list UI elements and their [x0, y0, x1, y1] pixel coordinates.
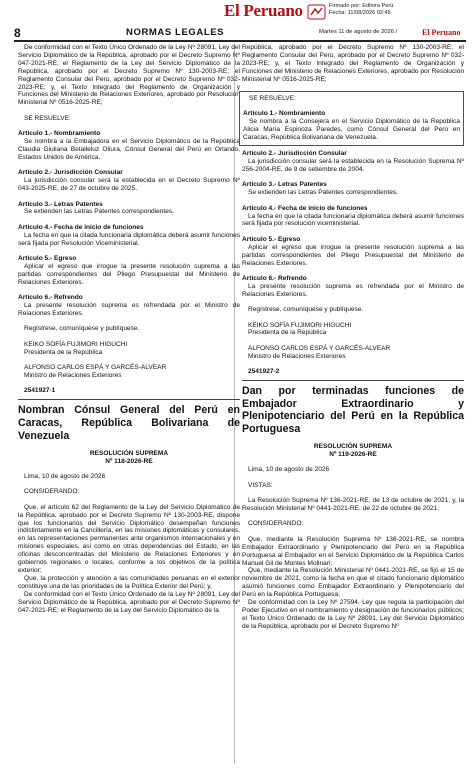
article-text: La presente resolución suprema es refrendada por el Ministro de Relaciones Exteriores.	[242, 282, 464, 298]
running-header	[14, 27, 466, 42]
article-text: La presente resolución suprema es refrendada por el Ministro de Relaciones Exteriores.	[18, 302, 240, 317]
article-text: Aplicar el egreso que irrogue la presente resolución suprema a las partidas correspondientes del Pliego Presupuestal del Ministerio de Relaciones Exteriores.	[18, 262, 240, 286]
highlighted-article-box	[239, 91, 464, 146]
signatory-name: KEIKO SOFÍA FUJIMORI HIGUCHI	[248, 321, 352, 329]
se-resuelve: SE RESUELVE:	[24, 114, 71, 122]
page-number: 8	[14, 26, 21, 40]
paragraph: Que, la protección y atención a las comunidades peruanas en el exterior constituye una de las prioridades de la Política Exterior del Perú; y,	[18, 574, 240, 590]
paragraph: De conformidad con el Texto Único Ordenado de la Ley Nº 28091, Ley del Servicio Diplomático de la República, aprobado por el Decreto Supremo Nº 047-2021-RE; el Reglamento de la Ley del Servicio Diplomático de la	[18, 590, 240, 614]
signatory-name: KEIKO SOFÍA FUJIMORI HIGUCHI	[24, 340, 128, 348]
el-peruano-logo: El Peruano	[224, 1, 303, 20]
article-text: La fecha en que la citada funcionaria diplomática deberá asumir funciones será fijada por resolución viceministerial.	[242, 212, 464, 228]
se-resuelve: SE RESUELVE:	[249, 95, 296, 103]
registrese-text: Regístrese, comuníquese y publíquese.	[248, 306, 364, 314]
place-date: Lima, 10 de agosto de 2026	[24, 472, 106, 480]
article-title: Artículo 5.- Egreso	[18, 255, 77, 263]
article-title: Artículo 3.- Letras Patentes	[242, 181, 327, 189]
article-text: Se extienden las Letras Patentes correspondientes.	[248, 189, 398, 197]
separator-rule	[18, 399, 240, 400]
article-title: Artículo 2.- Jurisdicción Consular	[242, 150, 347, 158]
article-title: Artículo 6.- Refrendo	[18, 294, 83, 302]
resolution-number: Nº 119-2026-RE	[329, 450, 377, 458]
signed-date: Fecha: 11/08/2026 02:45	[329, 10, 391, 16]
masthead	[0, 0, 474, 24]
section-title: NORMAS LEGALES	[126, 27, 225, 38]
digital-signature-icon	[307, 4, 326, 20]
article-text: Se nombra a la Embajadora en el Servicio Diplomático de la República Claudia Giuliana Betalleluz Oliura, Cónsul General del Perú en Orlando, Estados Unidos de América.	[18, 138, 240, 161]
article-text: Se extienden las Letras Patentes correspondientes.	[24, 208, 174, 216]
article-title: Artículo 2.- Jurisdicción Consular	[18, 169, 123, 177]
document-code: 2541927-1	[24, 387, 56, 395]
article-text: La fecha en que la citada funcionaria diplomática deberá asumir funciones será fijada por Resolución Viceministerial.	[18, 231, 240, 247]
article-text: Se nombra a la Consejera en el Servicio Diplomático de la República Alicia María Espinoza Paredes, como Cónsul General del Perú en Caracas, República Bolivariana de Venezuela.	[243, 118, 460, 142]
registrese-text: Regístrese, comuníquese y publíquese.	[24, 325, 140, 333]
separator-rule	[242, 380, 464, 381]
left-column	[18, 44, 240, 614]
article-text: La jurisdicción consular será la establecida en la Resolución Suprema Nº 256-2004-RE, de 9 de setiembre de 2004.	[242, 157, 464, 173]
paragraph: Que, mediante la Resolución Ministerial Nº 0441-2021-RE, se fijó el 15 de noviembre de 2021, como la fecha en que el citado funcionario diplomático asumió funciones como Embajador Extraordinario y Plenipotenciario del Perú en la República Portuguesa;	[242, 567, 464, 599]
header-logo: El Peruano	[422, 28, 461, 37]
signatory-name: ALFONSO CARLOS ESPÁ Y GARCÉS-ALVEAR	[24, 364, 167, 372]
signature-info	[329, 3, 393, 17]
right-column	[242, 44, 464, 631]
vistas: VISTAS:	[248, 481, 273, 489]
article-text: Aplicar el egreso que irrogue la presente resolución suprema a las partidas correspondientes del Pliego Presupuestal del Ministerio de Relaciones Exteriores.	[242, 243, 464, 267]
place-date: Lima, 10 de agosto de 2026	[248, 466, 330, 474]
resolution-title: RESOLUCIÓN SUPREMA	[89, 449, 169, 457]
signed-by: Firmado por: Editora Perú	[329, 3, 394, 9]
resolution-number: Nº 118-2026-RE	[105, 457, 153, 465]
paragraph: Que, el artículo 62 del Reglamento de la Ley del Servicio Diplomático de la República, aprobado por el Decreto Supremo Nº 130-2003-RE, dispone que los funcionarios del Servicio Diplomático desempeñan funciones indistintamente en la Cancillería, en las misiones diplomáticas y consulares, en las representaciones permanentes ante organismos internacionales y en misiones especiales, así como en otras dependencias del Estado, en las oficinas desconcentradas del Ministerio de Relaciones Exteriores y en gobiernos regionales o locales, conforme a los objetivos de la política exterior;	[18, 503, 240, 574]
considerando: CONSIDERANDO:	[248, 520, 304, 528]
article-title: Artículo 5.- Egreso	[242, 235, 301, 243]
article-title: Artículo 6.- Refrendo	[242, 274, 307, 282]
article-text: La jurisdicción consular será la establecida en el Decreto Supremo Nº 043-2025-RE, de 27 de octubre de 2025.	[18, 177, 240, 193]
signatory-name: ALFONSO CARLOS ESPÁ Y GARCÉS-ALVEAR	[248, 344, 391, 352]
paragraph: De conformidad con el Texto Único Ordenado de la Ley Nº 28091, Ley del Servicio Diplomático de la República, aprobado por el Decreto Supremo Nº 047-2021-RE; el Reglamento de la Ley del Servicio Diplomático de la República, aprobado por el Decreto Supremo Nº 130-2003-RE; el Reglamento Consular del Perú, aprobado por el Decreto Supremo Nº 032-2023-RE; y, el Texto Integrado del Reglamento de Organización y Funciones del Ministerio de Relaciones Exteriores, aprobado por Resolución Ministerial Nº 0516-2025-RE;	[18, 44, 240, 107]
paragraph: República, aprobado por el Decreto Supremo Nº 130-2003-RE; el Reglamento Consular del Perú, aprobado por el Decreto Supremo Nº 032-2023-RE; y, el Texto Integrado del Reglamento de Organización y Funciones del Ministerio de Relaciones Exteriores, aprobado por Resolución Ministerial Nº 0516-2025-RE;	[242, 44, 464, 83]
paragraph: La Resolución Suprema Nº 136-2021-RE, de 13 de octubre de 2021; y, la Resolución Ministerial Nº 0441-2021-RE, de 22 de octubre de 2021;	[242, 497, 464, 512]
header-date: Martes 11 de agosto de 2026 /	[319, 29, 398, 35]
paragraph: De conformidad con la Ley Nº 27594, Ley que regula la participación del Poder Ejecutivo en el nombramiento y designación de funcionarios públicos; el Texto Único Ordenado de la Ley Nº 28091, Ley del Servicio Diplomático de la República, aprobado por el Decreto Supremo Nº	[242, 599, 464, 630]
considerando: CONSIDERANDO:	[24, 488, 80, 496]
signatory-role: Presidenta de la República	[248, 329, 327, 337]
signatory-role: Ministro de Relaciones Exteriores	[248, 352, 346, 360]
article-title: Artículo 3.- Letras Patentes	[18, 200, 103, 208]
signatory-role: Presidenta de la República	[24, 348, 103, 356]
document-code: 2541927-2	[248, 368, 280, 376]
article-title: Artículo 1.- Nombramiento	[18, 130, 101, 138]
article-title: Artículo 4.- Fecha de inicio de funciones	[242, 204, 368, 212]
signatory-role: Ministro de Relaciones Exteriores	[24, 372, 122, 379]
article-headline: Dan por terminadas funciones de Embajador Extraordinario y Plenipotenciario del Perú en la República Portuguesa	[242, 385, 464, 435]
resolution-title: RESOLUCIÓN SUPREMA	[313, 442, 393, 450]
article-headline: Nombran Cónsul General del Perú en Caracas, República Bolivariana de Venezuela	[18, 404, 240, 442]
paragraph: Que, mediante la Resolución Suprema Nº 136-2021-RE, se nombra Embajador Extraordinario y Plenipotenciario del Perú en la República Portuguesa al Embajador en el Servicio Diplomático de la República Carlos Manuel Gil de Montes Molinari;	[242, 535, 464, 567]
article-title: Artículo 1.- Nombramiento	[243, 110, 326, 118]
article-title: Artículo 4.- Fecha de inicio de funciones	[18, 223, 144, 231]
